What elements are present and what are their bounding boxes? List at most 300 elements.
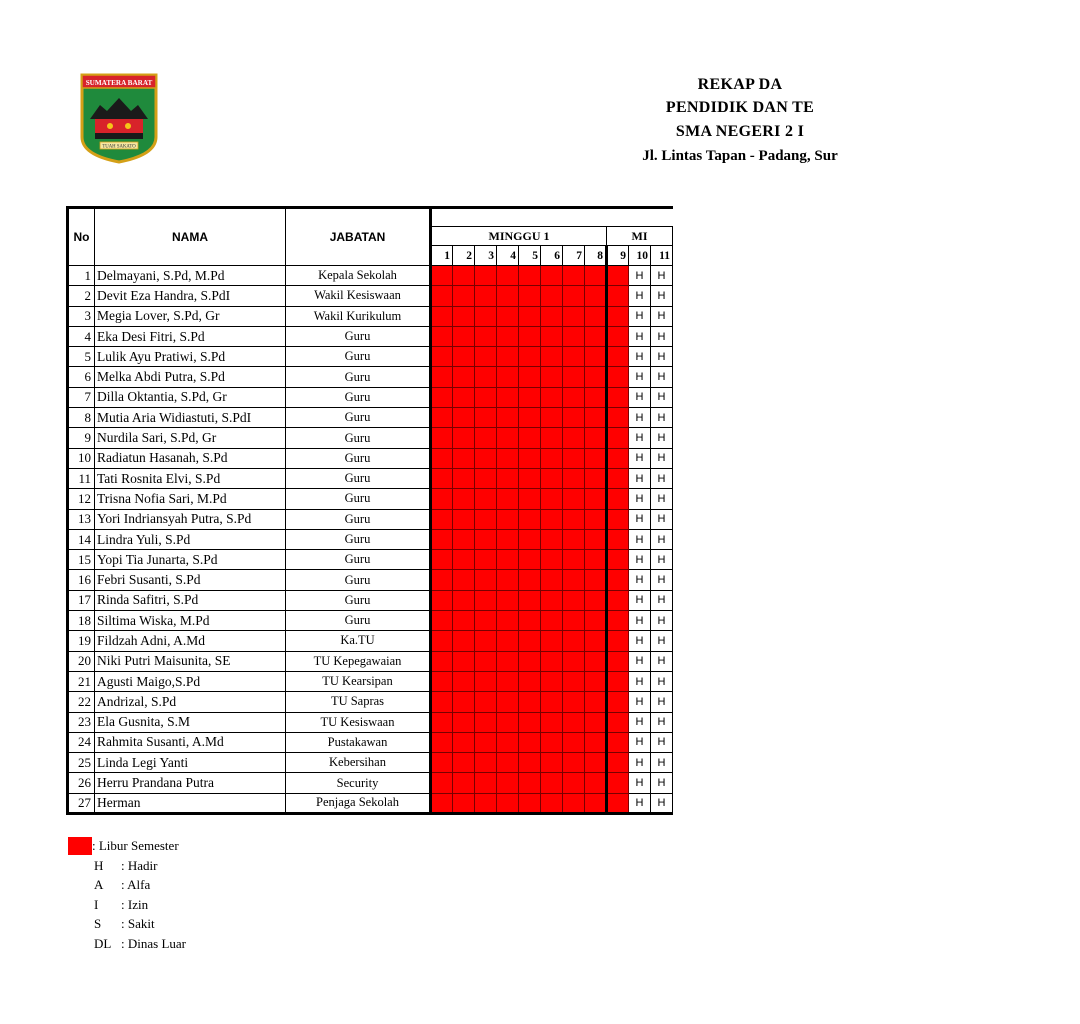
day-cell-libur [541,712,563,732]
day-cell-libur [541,509,563,529]
day-cell-hadir: H [651,509,673,529]
day-cell-libur [607,550,629,570]
day-cell-libur [563,773,585,793]
day-cell-libur [497,489,519,509]
legend-item [94,875,186,895]
day-cell-libur [585,428,607,448]
day-cell-libur [541,468,563,488]
day-cell-hadir: H [629,550,651,570]
row-no: 9 [68,428,95,448]
day-cell-libur [541,611,563,631]
day-cell-libur [453,529,475,549]
day-cell-libur [585,671,607,691]
day-number: 4 [497,246,519,266]
day-number: 7 [563,246,585,266]
day-cell-libur [585,326,607,346]
day-cell-libur [431,611,453,631]
day-cell-libur [585,712,607,732]
day-cell-libur [607,590,629,610]
day-cell-hadir: H [651,793,673,813]
day-cell-libur [519,712,541,732]
day-cell-hadir: H [651,671,673,691]
day-cell-libur [519,692,541,712]
legend-items [68,856,186,954]
day-cell-libur [585,692,607,712]
day-cell-libur [453,550,475,570]
day-number: 8 [585,246,607,266]
day-cell-libur [585,468,607,488]
day-cell-libur [607,266,629,286]
document-title [400,73,1080,168]
day-cell-libur [431,793,453,813]
legend-desc: : Izin [121,896,149,912]
day-cell-hadir: H [651,753,673,773]
day-cell-libur [519,468,541,488]
day-cell-libur [497,732,519,752]
row-no: 14 [68,529,95,549]
row-no: 6 [68,367,95,387]
table-row [68,468,673,488]
row-no: 27 [68,793,95,813]
day-cell-libur [607,753,629,773]
row-nama: Febri Susanti, S.Pd [95,570,286,590]
day-cell-hadir: H [629,286,651,306]
row-no: 13 [68,509,95,529]
day-cell-libur [431,489,453,509]
row-nama: Tati Rosnita Elvi, S.Pd [95,468,286,488]
row-jabatan: Wakil Kurikulum [286,306,431,326]
day-cell-libur [497,428,519,448]
day-cell-libur [497,570,519,590]
legend-libur-label: : Libur Semester [92,838,179,853]
day-cell-libur [475,793,497,813]
day-cell-libur [431,590,453,610]
day-cell-libur [607,570,629,590]
day-cell-libur [607,468,629,488]
header-week-1: MINGGU 1 [431,227,607,246]
row-jabatan: Guru [286,387,431,407]
day-cell-libur [431,732,453,752]
row-nama: Yopi Tia Junarta, S.Pd [95,550,286,570]
table-row [68,651,673,671]
day-cell-libur [431,408,453,428]
day-cell-libur [497,671,519,691]
day-cell-libur [519,266,541,286]
day-cell-libur [585,590,607,610]
row-nama: Linda Legi Yanti [95,753,286,773]
day-cell-libur [607,347,629,367]
legend-item [94,856,186,876]
day-cell-libur [585,448,607,468]
day-cell-libur [541,387,563,407]
day-cell-libur [607,611,629,631]
day-cell-libur [475,631,497,651]
day-cell-hadir: H [629,509,651,529]
day-cell-libur [585,732,607,752]
legend-key: A [94,877,104,892]
day-number: 3 [475,246,497,266]
table-row [68,489,673,509]
day-cell-libur [519,570,541,590]
header-nama: NAMA [95,208,286,266]
day-cell-libur [541,347,563,367]
legend-desc: : Sakit [121,916,155,931]
legend-item [94,895,186,915]
day-cell-libur [497,509,519,529]
day-cell-libur [607,732,629,752]
day-cell-libur [607,671,629,691]
table-row [68,408,673,428]
day-cell-libur [453,347,475,367]
day-cell-libur [519,367,541,387]
day-cell-hadir: H [629,793,651,813]
title-line-4: Jl. Lintas Tapan - Padang, Sur [642,148,838,164]
day-cell-libur [585,529,607,549]
day-cell-libur [563,712,585,732]
legend-item [94,914,186,934]
day-cell-hadir: H [651,367,673,387]
day-cell-libur [431,671,453,691]
day-cell-libur [563,286,585,306]
header-no: No [68,208,95,266]
header-jabatan: JABATAN [286,208,431,266]
day-cell-hadir: H [629,448,651,468]
day-cell-libur [585,753,607,773]
table-row [68,550,673,570]
day-cell-libur [497,286,519,306]
day-cell-libur [497,367,519,387]
row-nama: Herru Prandana Putra [95,773,286,793]
day-cell-libur [431,712,453,732]
day-cell-hadir: H [651,773,673,793]
day-cell-libur [519,732,541,752]
title-line-3: SMA NEGERI 2 I [675,123,805,140]
row-nama: Megia Lover, S.Pd, Gr [95,306,286,326]
day-cell-hadir: H [629,529,651,549]
row-no: 21 [68,671,95,691]
row-jabatan: Guru [286,326,431,346]
day-cell-libur [453,631,475,651]
row-jabatan: Guru [286,468,431,488]
day-cell-libur [431,631,453,651]
row-jabatan: Guru [286,529,431,549]
day-cell-libur [607,428,629,448]
day-cell-hadir: H [651,347,673,367]
day-cell-hadir: H [629,570,651,590]
row-no: 18 [68,611,95,631]
day-cell-hadir: H [651,306,673,326]
day-cell-libur [519,509,541,529]
day-cell-libur [453,692,475,712]
day-cell-libur [607,692,629,712]
day-cell-libur [519,408,541,428]
day-cell-libur [497,550,519,570]
day-cell-libur [497,448,519,468]
title-line-1: REKAP DA [697,76,783,93]
day-cell-libur [563,489,585,509]
day-cell-libur [607,367,629,387]
day-cell-libur [607,387,629,407]
day-cell-hadir: H [629,387,651,407]
legend [68,836,186,953]
table-row [68,428,673,448]
day-cell-libur [541,448,563,468]
day-cell-libur [607,448,629,468]
day-cell-libur [453,326,475,346]
table-row [68,611,673,631]
day-cell-libur [541,266,563,286]
day-cell-hadir: H [651,611,673,631]
table-row [68,712,673,732]
day-cell-libur [475,671,497,691]
day-cell-libur [475,590,497,610]
day-cell-libur [563,428,585,448]
day-cell-hadir: H [629,732,651,752]
day-cell-libur [585,286,607,306]
day-cell-libur [519,671,541,691]
day-cell-libur [475,712,497,732]
day-cell-libur [519,489,541,509]
row-jabatan: TU Kearsipan [286,671,431,691]
row-jabatan: Wakil Kesiswaan [286,286,431,306]
day-cell-libur [541,732,563,752]
day-cell-hadir: H [651,326,673,346]
day-cell-libur [475,428,497,448]
table-row [68,753,673,773]
table-row [68,367,673,387]
day-cell-libur [497,529,519,549]
day-cell-hadir: H [651,408,673,428]
day-number: 5 [519,246,541,266]
day-cell-hadir: H [629,326,651,346]
day-cell-libur [607,793,629,813]
day-cell-libur [607,286,629,306]
day-cell-libur [475,773,497,793]
day-cell-libur [475,611,497,631]
day-cell-hadir: H [629,367,651,387]
day-cell-libur [453,773,475,793]
day-cell-libur [563,651,585,671]
day-cell-libur [519,529,541,549]
libur-swatch [68,837,92,855]
day-cell-libur [585,408,607,428]
row-no: 7 [68,387,95,407]
day-cell-libur [475,286,497,306]
row-nama: Lindra Yuli, S.Pd [95,529,286,549]
day-cell-libur [431,529,453,549]
day-cell-hadir: H [629,753,651,773]
province-logo [80,73,158,163]
row-nama: Agusti Maigo,S.Pd [95,671,286,691]
row-nama: Yori Indriansyah Putra, S.Pd [95,509,286,529]
day-cell-libur [475,468,497,488]
logo-text-bottom: TUAH SAKATO [102,144,136,150]
row-nama: Herman [95,793,286,813]
day-cell-hadir: H [651,590,673,610]
row-no: 4 [68,326,95,346]
day-cell-libur [453,753,475,773]
day-cell-libur [475,570,497,590]
header-month-band [431,208,673,227]
table-row [68,793,673,813]
day-cell-libur [497,651,519,671]
day-cell-libur [585,651,607,671]
day-cell-libur [585,266,607,286]
day-cell-hadir: H [651,712,673,732]
day-cell-libur [607,408,629,428]
day-cell-libur [585,306,607,326]
day-cell-hadir: H [629,671,651,691]
day-cell-libur [519,773,541,793]
day-cell-libur [453,509,475,529]
day-cell-libur [431,550,453,570]
row-jabatan: Security [286,773,431,793]
row-no: 5 [68,347,95,367]
table-row [68,387,673,407]
legend-item [94,934,186,954]
day-cell-libur [453,793,475,813]
day-number: 1 [431,246,453,266]
day-cell-libur [563,753,585,773]
day-cell-libur [453,448,475,468]
day-cell-libur [585,793,607,813]
day-cell-libur [563,266,585,286]
row-jabatan: Guru [286,570,431,590]
day-cell-libur [519,347,541,367]
day-cell-libur [585,773,607,793]
day-cell-hadir: H [651,692,673,712]
row-nama: Eka Desi Fitri, S.Pd [95,326,286,346]
attendance-table-wrapper [66,206,682,818]
day-cell-libur [453,590,475,610]
row-nama: Devit Eza Handra, S.PdI [95,286,286,306]
legend-key: S [94,916,102,931]
day-cell-libur [563,387,585,407]
legend-desc: : Alfa [121,877,151,892]
day-number: 6 [541,246,563,266]
row-no: 25 [68,753,95,773]
row-jabatan: Kepala Sekolah [286,266,431,286]
day-cell-libur [519,611,541,631]
row-jabatan: Kebersihan [286,753,431,773]
logo-text-top: SUMATERA BARAT [85,79,153,87]
row-jabatan: TU Kesiswaan [286,712,431,732]
day-cell-libur [475,367,497,387]
day-cell-libur [541,286,563,306]
day-cell-libur [585,631,607,651]
attendance-body [68,266,673,814]
day-cell-libur [475,387,497,407]
row-nama: Niki Putri Maisunita, SE [95,651,286,671]
day-cell-libur [563,611,585,631]
day-cell-libur [475,489,497,509]
day-cell-libur [475,448,497,468]
day-cell-libur [497,753,519,773]
row-no: 1 [68,266,95,286]
day-cell-libur [541,692,563,712]
row-jabatan: Guru [286,408,431,428]
day-cell-libur [563,306,585,326]
row-no: 23 [68,712,95,732]
day-cell-libur [431,266,453,286]
row-no: 2 [68,286,95,306]
day-cell-libur [563,529,585,549]
row-no: 11 [68,468,95,488]
day-cell-libur [519,306,541,326]
day-cell-hadir: H [629,489,651,509]
day-cell-libur [431,387,453,407]
day-cell-libur [475,509,497,529]
day-cell-libur [585,611,607,631]
day-cell-libur [497,306,519,326]
row-nama: Trisna Nofia Sari, M.Pd [95,489,286,509]
day-cell-hadir: H [651,286,673,306]
legend-key: H [94,857,104,873]
day-cell-libur [563,468,585,488]
day-cell-libur [431,367,453,387]
day-cell-libur [563,570,585,590]
day-cell-hadir: H [651,550,673,570]
day-cell-hadir: H [651,468,673,488]
day-number: 9 [607,246,629,266]
day-cell-libur [497,408,519,428]
day-cell-libur [453,306,475,326]
day-cell-libur [431,448,453,468]
row-no: 3 [68,306,95,326]
day-cell-libur [453,671,475,691]
day-cell-libur [563,631,585,651]
day-cell-libur [431,428,453,448]
day-cell-hadir: H [651,489,673,509]
day-cell-libur [607,306,629,326]
day-cell-libur [475,347,497,367]
day-cell-hadir: H [629,631,651,651]
table-row [68,590,673,610]
title-line-2: PENDIDIK DAN TE [665,99,815,116]
day-cell-libur [563,448,585,468]
day-cell-libur [475,306,497,326]
table-row [68,570,673,590]
day-cell-libur [519,448,541,468]
day-cell-hadir: H [651,428,673,448]
row-jabatan: Guru [286,347,431,367]
row-nama: Radiatun Hasanah, S.Pd [95,448,286,468]
day-cell-libur [585,509,607,529]
day-cell-libur [563,367,585,387]
day-cell-hadir: H [629,651,651,671]
day-cell-libur [453,611,475,631]
day-cell-libur [585,367,607,387]
day-cell-libur [453,387,475,407]
day-cell-libur [563,550,585,570]
row-jabatan: Guru [286,489,431,509]
day-cell-libur [519,631,541,651]
legend-desc: : Dinas Luar [121,935,186,951]
day-cell-libur [585,387,607,407]
row-jabatan: Guru [286,550,431,570]
row-no: 12 [68,489,95,509]
attendance-table [66,206,673,815]
row-nama: Rinda Safitri, S.Pd [95,590,286,610]
day-cell-libur [585,550,607,570]
table-row [68,266,673,286]
day-cell-libur [497,631,519,651]
row-jabatan: Penjaga Sekolah [286,793,431,813]
row-nama: Delmayani, S.Pd, M.Pd [95,266,286,286]
day-cell-hadir: H [629,347,651,367]
legend-key: I [94,896,99,912]
day-cell-libur [497,590,519,610]
